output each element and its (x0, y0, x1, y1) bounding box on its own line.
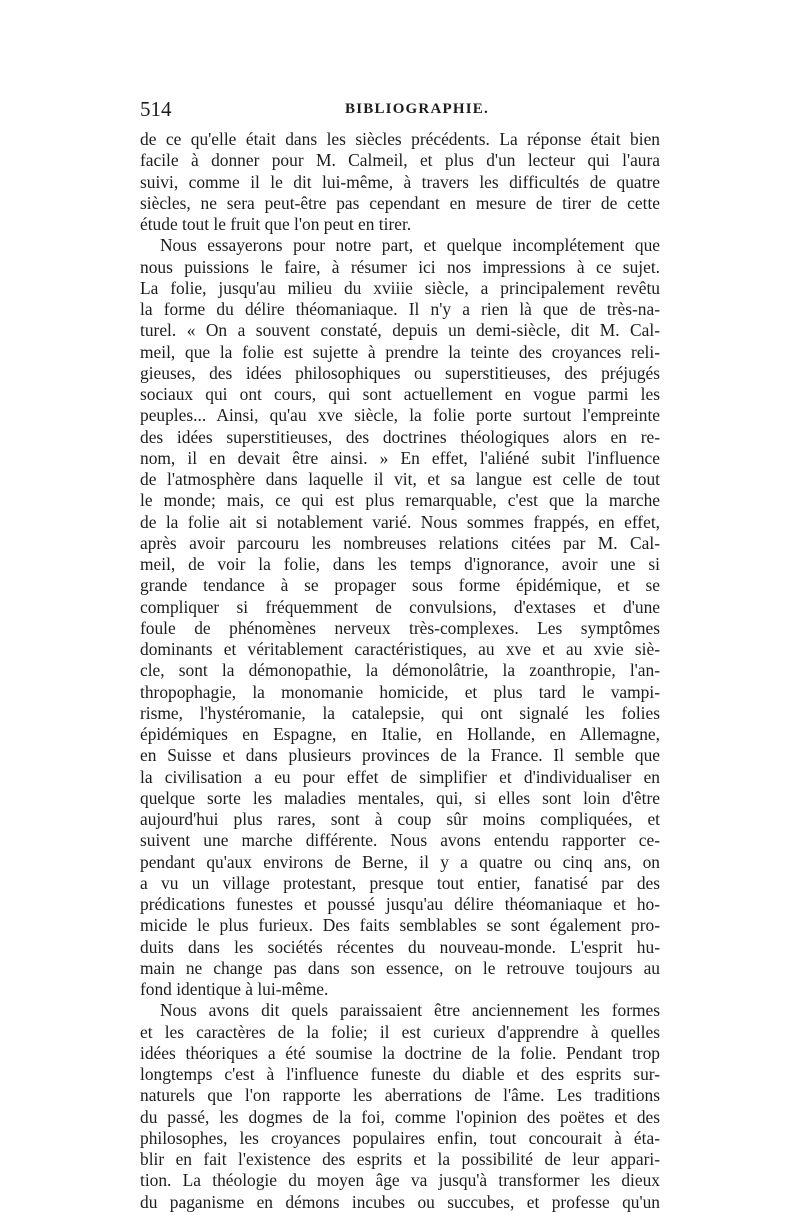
text-line: la civilisation a eu pour effet de simplifier et d'individualiser en (140, 766, 660, 787)
text-line: Nous essayerons pour notre part, et quelque incomplétement que (160, 235, 660, 256)
text-line: main ne change pas dans son essence, on le retrouve toujours au (140, 957, 660, 978)
text-line: tion. La théologie du moyen âge va jusqu'à transformer les dieux (140, 1170, 660, 1191)
text-line: épidémiques en Espagne, en Italie, en Hollande, en Allemagne, (140, 724, 660, 744)
text-line: du paganisme en démons incubes ou succubes, et professe qu'un (140, 1191, 660, 1212)
text-line: de l'atmosphère dans laquelle il vit, et sa langue est celle de tout (140, 469, 660, 489)
text-line: de la folie ait si notablement varié. Nous sommes frappés, en effet, (140, 511, 660, 532)
text-line: La folie, jusqu'au milieu du xviiie siècle, a principalement revêtu (140, 277, 660, 298)
text-line: nous puissions le faire, à résumer ici nos impressions à ce sujet. (140, 256, 660, 277)
text-line: prédications funestes et poussé jusqu'au délire théomaniaque et ho- (140, 894, 660, 914)
text-line: de ce qu'elle était dans les siècles précédents. La réponse était bien (140, 129, 660, 149)
text-line: foule de phénomènes nerveux très-complexes. Les symptômes (140, 617, 660, 638)
text-line: peuples... Ainsi, qu'au xve siècle, la folie porte surtout l'empreinte (140, 405, 660, 426)
text-line: blir en fait l'existence des esprits et la possibilité de leur appari- (140, 1149, 660, 1169)
body-text (140, 129, 660, 1213)
text-line: duits dans les sociétés récentes du nouveau-monde. L'esprit hu- (140, 936, 660, 957)
text-line: siècles, ne sera peut-être pas cependant en mesure de tirer de cette (140, 192, 660, 213)
text-line: naturels que l'on rapporte les aberrations de l'âme. Les traditions (140, 1085, 660, 1106)
text-line: en Suisse et dans plusieurs provinces de la France. Il semble que (140, 745, 660, 766)
running-title: BIBLIOGRAPHIE. (345, 101, 489, 117)
text-line: dominants et véritablement caractéristiques, au xve et au xvie siè- (140, 639, 660, 659)
text-line: turel. « On a souvent constaté, depuis un demi-siècle, dit M. Cal- (140, 320, 660, 341)
text-line: cle, sont la démonopathie, la démonolâtrie, la zoanthropie, l'an- (140, 660, 660, 681)
text-line: fond identique à lui-même. (140, 979, 329, 999)
text-line: nom, il en devait être ainsi. » En effet, l'aliéné subit l'influence (140, 447, 660, 468)
text-line: quelque sorte les maladies mentales, qui, si elles sont loin d'être (140, 787, 660, 808)
text-line: des idées superstitieuses, des doctrines théologiques alors en re- (140, 426, 660, 447)
text-line: sociaux qui ont cours, qui sont actuellement en vogue parmi les (140, 384, 660, 404)
text-line: longtemps c'est à l'influence funeste du diable et des esprits sur- (140, 1064, 660, 1084)
page-number: 514 (140, 97, 172, 121)
text-line: étude tout le fruit que l'on peut en tirer. (140, 214, 412, 234)
text-line: meil, de voir la folie, dans les temps d'ignorance, avoir une si (140, 554, 660, 574)
text-line: suivi, comme il le dit lui-même, à travers les difficultés de quatre (140, 171, 660, 192)
text-line: pendant qu'aux environs de Berne, il y a quatre ou cinq ans, on (140, 851, 660, 872)
text-line: après avoir parcouru les nombreuses relations citées par M. Cal- (140, 532, 660, 553)
text-line: le monde; mais, ce qui est plus remarquable, c'est que la marche (140, 490, 660, 511)
text-line: meil, que la folie est sujette à prendre la teinte des croyances reli- (140, 341, 660, 362)
text-line: grande tendance à se propager sous forme épidémique, et se (140, 575, 660, 596)
text-line: et les caractères de la folie; il est curieux d'apprendre à quelles (140, 1021, 660, 1042)
text-line: gieuses, des idées philosophiques ou superstitieuses, des préjugés (140, 362, 660, 383)
text-line: philosophes, les croyances populaires enfin, tout concourait à éta- (140, 1127, 660, 1148)
text-line: risme, l'hystéromanie, la catalepsie, qui ont signalé les folies (140, 702, 660, 723)
text-line: Nous avons dit quels paraissaient être anciennement les formes (160, 1000, 660, 1021)
text-line: la forme du délire théomaniaque. Il n'y a rien là que de très-na- (140, 299, 660, 319)
text-line: suivent une marche différente. Nous avons entendu rapporter ce- (140, 830, 660, 851)
text-line: idées théoriques a été soumise la doctrine de la folie. Pendant trop (140, 1042, 660, 1063)
text-line: compliquer si fréquemment de convulsions, d'extases et d'une (140, 596, 660, 617)
text-line: a vu un village protestant, presque tout entier, fanatisé par des (140, 872, 660, 893)
text-line: aujourd'hui plus rares, sont à coup sûr moins compliquées, et (140, 809, 660, 829)
text-line: facile à donner pour M. Calmeil, et plus d'un lecteur qui l'aura (140, 150, 660, 171)
text-line: du passé, les dogmes de la foi, comme l'opinion des poëtes et des (140, 1106, 660, 1127)
text-line: micide le plus furieux. Des faits semblables se sont également pro- (140, 915, 660, 936)
text-line: thropophagie, la monomanie homicide, et plus tard le vampi- (140, 681, 660, 702)
page-header (140, 96, 660, 122)
